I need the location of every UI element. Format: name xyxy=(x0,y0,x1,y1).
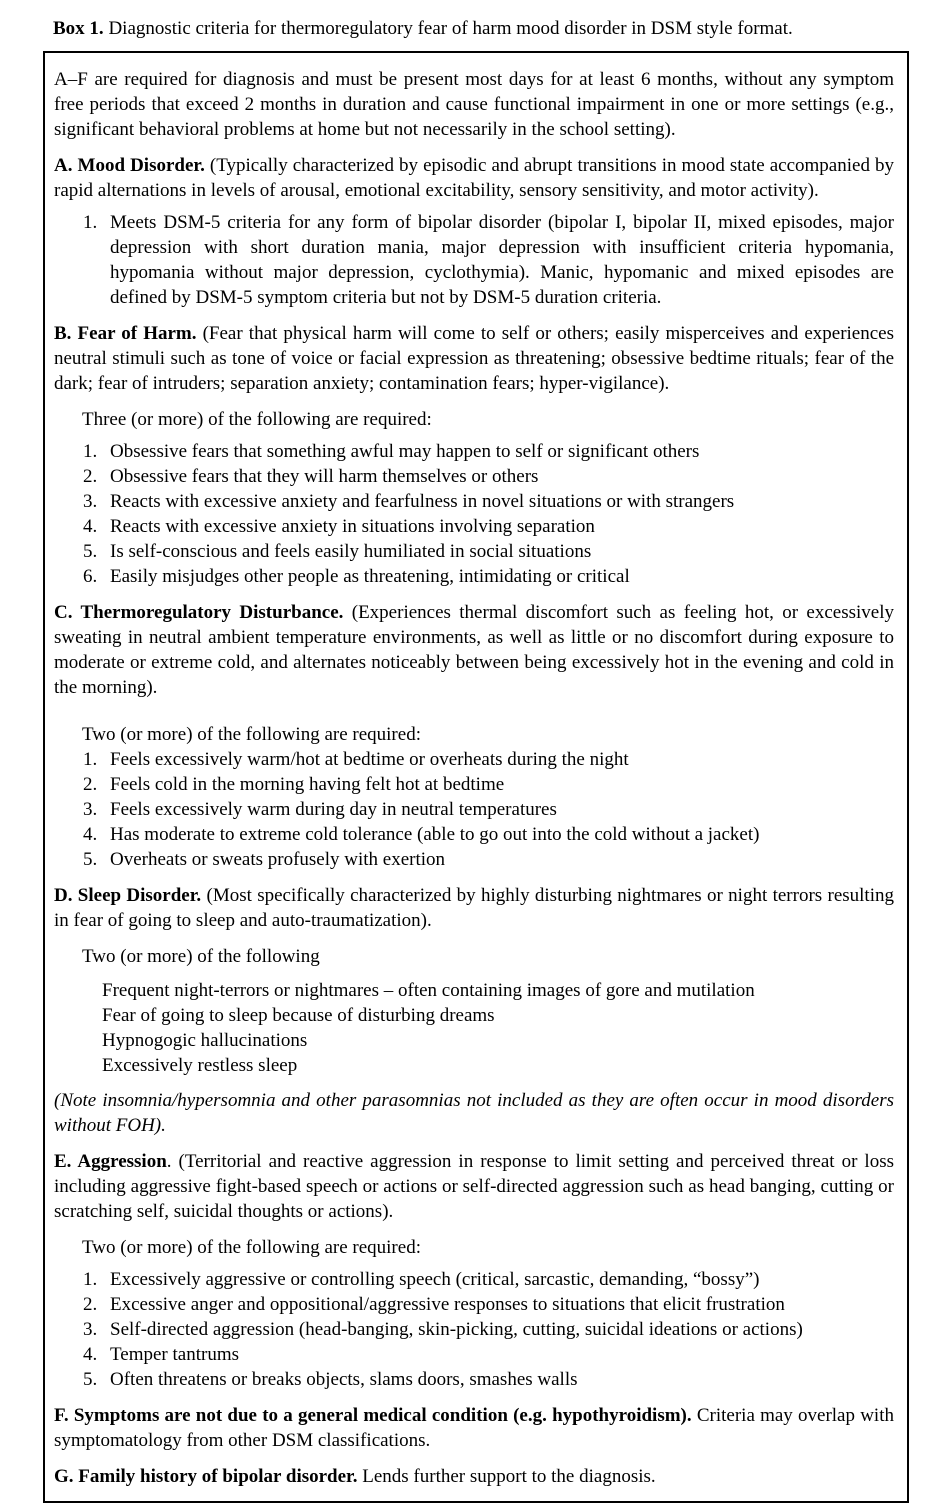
section-c-list xyxy=(54,747,894,872)
section-d-body: (Most specifically characterized by highly disturbing nightmares or night terrors resulting in fear of going to sleep and auto-traumatization). xyxy=(54,885,894,931)
criterion-item: 1. Excessively aggressive or controlling speech (critical, sarcastic, demanding, “bossy”) xyxy=(102,1267,894,1292)
section-b-paragraph xyxy=(54,321,894,396)
section-f-body: Criteria may overlap with symptomatology from other DSM classifications. xyxy=(54,1405,894,1451)
criterion-item: Frequent night-terrors or nightmares – often containing images of gore and mutilation xyxy=(102,980,755,1001)
section-g-heading: G. Family history of bipolar disorder. xyxy=(54,1466,358,1487)
criterion-item: 2. Feels cold in the morning having felt hot at bedtime xyxy=(102,772,894,797)
criterion-item: 4. Temper tantrums xyxy=(102,1342,894,1367)
section-b-body: (Fear that physical harm will come to self or others; easily misperceives and experiences neutral stimuli such as tone of voice or facial expression as threatening; obsessive bedtime rituals; fear of the dark; fear of intruders; separation anxiety; contamination fears; hyper-vigilance). xyxy=(54,323,894,394)
section-f-paragraph xyxy=(54,1403,894,1453)
criteria-box xyxy=(43,51,909,1503)
section-a-paragraph xyxy=(54,153,894,203)
section-f-heading: F. Symptoms are not due to a general medical condition (e.g. hypothyroidism). xyxy=(54,1405,692,1426)
section-c-requirement: Two (or more) of the following are required: xyxy=(82,724,421,745)
section-g-paragraph xyxy=(54,1464,894,1489)
section-g-body: Lends further support to the diagnosis. xyxy=(357,1466,656,1487)
criterion-item: 3. Self-directed aggression (head-banging, skin-picking, cutting, suicidal ideations or actions) xyxy=(102,1317,894,1342)
criterion-item: 1. Feels excessively warm/hot at bedtime or overheats during the night xyxy=(102,747,894,772)
criterion-item: 5. Overheats or sweats profusely with exertion xyxy=(102,847,894,872)
criterion-item: 1. Obsessive fears that something awful may happen to self or significant others xyxy=(102,439,894,464)
section-a-heading: A. Mood Disorder. xyxy=(54,155,205,176)
criterion-item: 6. Easily misjudges other people as threatening, intimidating or critical xyxy=(102,564,894,589)
criterion-item: Hypnogogic hallucinations xyxy=(102,1030,308,1051)
section-d-list xyxy=(54,978,894,1078)
section-a-body: (Typically characterized by episodic and abrupt transitions in mood state accompanied by rapid alternations in levels of arousal, emotional excitability, sensory sensitivity, and motor activity). xyxy=(54,155,894,201)
box-caption xyxy=(53,16,909,41)
section-c-body: (Experiences thermal discomfort such as feeling hot, or excessively sweating in neutral ambient temperature environments, as well as little or no discomfort during exposure to moderate or extreme cold, and alternates noticeably between being excessively hot in the evening and cold in the morning). xyxy=(54,602,894,698)
criterion-item: Excessively restless sleep xyxy=(102,1055,298,1076)
section-d-note: (Note insomnia/hypersomnia and other parasomnias not included as they are often occur in mood disorders without FOH). xyxy=(54,1090,894,1136)
criterion-item: Fear of going to sleep because of disturbing dreams xyxy=(102,1005,495,1026)
criterion-item: 3. Reacts with excessive anxiety and fearfulness in novel situations or with strangers xyxy=(102,489,894,514)
box-caption-label: Box 1. xyxy=(53,18,104,39)
section-e-requirement: Two (or more) of the following are required: xyxy=(82,1237,421,1258)
section-c-heading: C. Thermoregulatory Disturbance. xyxy=(54,602,344,623)
section-e-paragraph xyxy=(54,1149,894,1224)
section-a-list xyxy=(54,210,894,310)
criterion-item: 2. Excessive anger and oppositional/aggressive responses to situations that elicit frustration xyxy=(102,1292,894,1317)
section-e-list xyxy=(54,1267,894,1392)
section-d-heading: D. Sleep Disorder. xyxy=(54,885,202,906)
criterion-item: 4. Reacts with excessive anxiety in situations involving separation xyxy=(102,514,894,539)
criterion-item: 3. Feels excessively warm during day in neutral temperatures xyxy=(102,797,894,822)
box-caption-text: Diagnostic criteria for thermoregulatory fear of harm mood disorder in DSM style format. xyxy=(103,18,793,39)
section-e-heading: E. Aggression xyxy=(54,1151,167,1172)
section-e-body: . (Territorial and reactive aggression in response to limit setting and perceived threat or loss including aggressive fight-based speech or actions or self-directed aggression such as head banging, cutting or scratching self, suicidal thoughts or actions). xyxy=(54,1151,894,1222)
criterion-item: 5. Often threatens or breaks objects, slams doors, smashes walls xyxy=(102,1367,894,1392)
criterion-item: 2. Obsessive fears that they will harm themselves or others xyxy=(102,464,894,489)
section-b-heading: B. Fear of Harm. xyxy=(54,323,197,344)
section-d-requirement: Two (or more) of the following xyxy=(82,946,320,967)
criterion-item: 1. Meets DSM-5 criteria for any form of bipolar disorder (bipolar I, bipolar II, mixed episodes, major depression with short duration mania, major depression with insufficient criteria hypomania, hypomania without major depression, cyclothymia). Manic, hypomanic and mixed episodes are defined by DSM-5 symptom criteria but not by DSM-5 duration criteria. xyxy=(102,210,894,310)
section-b-requirement: Three (or more) of the following are required: xyxy=(82,409,432,430)
criterion-item: 5. Is self-conscious and feels easily humiliated in social situations xyxy=(102,539,894,564)
section-d-paragraph xyxy=(54,883,894,933)
section-c-paragraph xyxy=(54,600,894,700)
criterion-item: 4. Has moderate to extreme cold tolerance (able to go out into the cold without a jacket) xyxy=(102,822,894,847)
intro-paragraph: A–F are required for diagnosis and must be present most days for at least 6 months, without any symptom free periods that exceed 2 months in duration and cause functional impairment in one or more settings (e.g., significant behavioral problems at home but not necessarily in the school setting). xyxy=(54,69,894,140)
section-b-list xyxy=(54,439,894,589)
